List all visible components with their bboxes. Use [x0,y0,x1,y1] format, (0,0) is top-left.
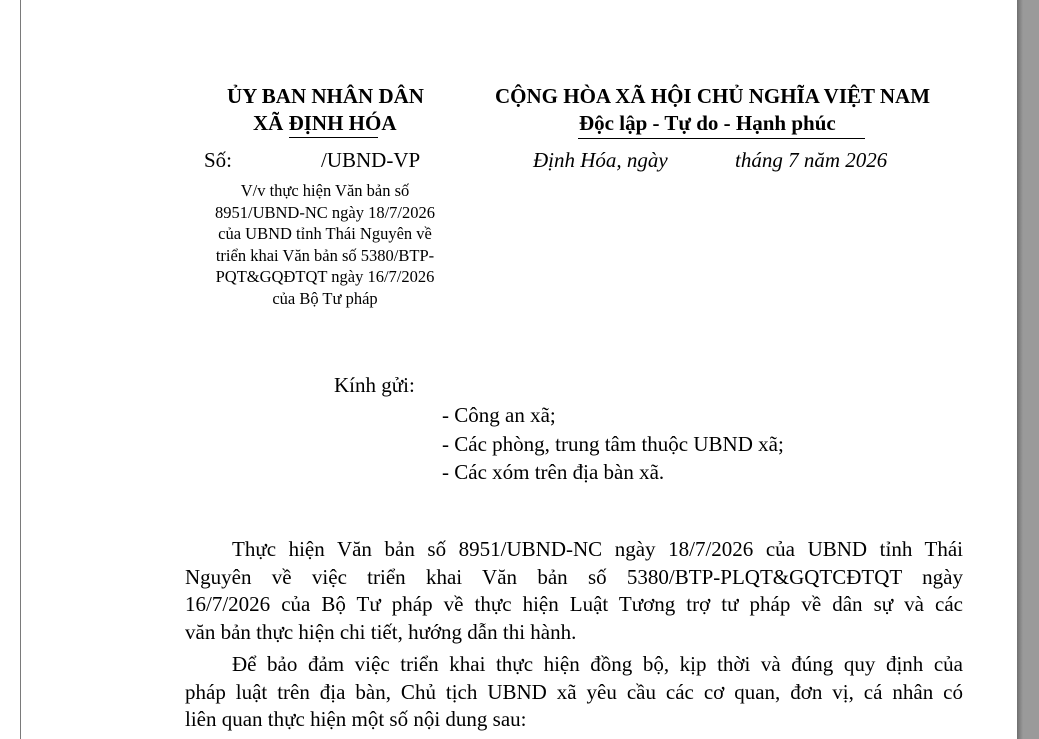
national-title: CỘNG HÒA XÃ HỘI CHỦ NGHĨA VIỆT NAM [495,84,931,108]
paragraph-line: Để bảo đảm việc triển khai thực hiện đồng bộ, kịp thời và đúng quy định của [232,652,963,676]
subject-line: PQT&GQĐTQT ngày 16/7/2026 [215,267,435,286]
national-motto: Độc lập - Tự do - Hạnh phúc [579,111,836,135]
body-paragraph-1 [185,536,963,646]
document-date-place: Định Hóa, ngày [533,148,668,172]
body-paragraph-2 [185,651,963,734]
recipients-label: Kính gửi: [334,373,415,397]
paragraph-line: văn bản thực hiện chi tiết, hướng dẫn thi hành. [185,619,577,644]
subject-line: triển khai Văn bản số 5380/BTP- [215,245,435,265]
subject-line: 8951/UBND-NC ngày 18/7/2026 [215,202,435,222]
recipient-item: - Các phòng, trung tâm thuộc UBND xã; [442,431,784,456]
document-subject [187,180,463,309]
recipient-item: - Các xóm trên địa bàn xã. [442,460,665,484]
viewer-left-margin [0,0,21,739]
viewer-right-scroll-area[interactable] [1017,0,1039,739]
paragraph-line: pháp luật trên địa bàn, Chủ tịch UBND xã yêu cầu các cơ quan, đơn vị, cá nhân có [185,679,963,704]
document-date-month: tháng 7 năm 2026 [735,148,888,172]
subject-line: của UBND tỉnh Thái Nguyên về [218,224,432,243]
paragraph-line: 16/7/2026 của Bộ Tư pháp về thực hiện Luật Tương trợ tư pháp về dân sự và các [185,592,963,616]
document-number: /UBND-VP [321,148,421,172]
document-number-label: Số: [204,148,233,172]
subject-line: V/v thực hiện Văn bản số [240,181,410,200]
issuing-org-commune: XÃ ĐỊNH HÓA [253,111,397,135]
paragraph-line: Thực hiện Văn bản số 8951/UBND-NC ngày 18/7/2026 của UBND tỉnh Thái [232,537,963,561]
paragraph-line: liên quan thực hiện một số nội dung sau: [185,707,527,731]
motto-underline-divider [578,138,865,139]
recipients-list [442,401,784,487]
org-underline-divider [289,137,378,138]
recipient-item: - Công an xã; [442,403,556,427]
issuing-org-name: ỦY BAN NHÂN DÂN [227,84,424,108]
document-page [21,0,1017,739]
subject-line: của Bộ Tư pháp [272,288,378,308]
paragraph-line: Nguyên về việc triển khai Văn bản số 5380/BTP-PLQT&GQTCĐTQT ngày [185,564,963,589]
